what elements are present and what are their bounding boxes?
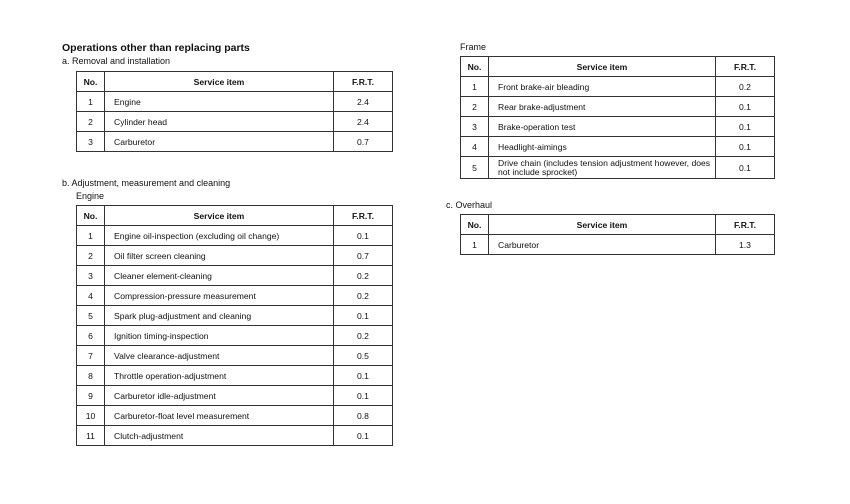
table-header-row [461,57,775,77]
col-service-item-header: Service item [489,57,716,77]
main-title: Operations other than replacing parts [62,42,250,54]
row-service-item: Carburetor [489,235,716,255]
row-service-item: Carburetor idle-adjustment [105,386,334,406]
row-frt: 2.4 [334,92,393,112]
table-row [77,286,393,306]
row-frt: 0.2 [334,326,393,346]
table-row [461,137,775,157]
col-frt-header: F.R.T. [716,215,775,235]
col-service-item-header: Service item [105,206,334,226]
col-frt-header: F.R.T. [334,72,393,92]
row-frt: 0.2 [334,286,393,306]
table-row [77,266,393,286]
row-frt: 0.1 [334,426,393,446]
row-service-item: Cleaner element-cleaning [105,266,334,286]
row-service-item: Valve clearance-adjustment [105,346,334,366]
row-frt: 1.3 [716,235,775,255]
row-no: 8 [77,366,105,386]
section-b-sublabel: Engine [76,191,105,201]
table-row [461,235,775,255]
row-service-item: Ignition timing-inspection [105,326,334,346]
row-frt: 0.1 [334,366,393,386]
row-frt: 2.4 [334,112,393,132]
table-row [77,246,393,266]
table-row [461,157,775,179]
row-service-item: Throttle operation-adjustment [105,366,334,386]
row-frt: 0.1 [334,386,393,406]
row-service-item: Clutch-adjustment [105,426,334,446]
table-header-row [77,72,393,92]
row-service-item: Cylinder head [105,112,334,132]
table-row [461,77,775,97]
table-row [77,346,393,366]
section-c-label: c. Overhaul [446,200,493,210]
table-row [461,117,775,137]
row-no: 4 [77,286,105,306]
row-service-item: Spark plug-adjustment and cleaning [105,306,334,326]
row-no: 1 [461,77,489,97]
row-no: 3 [77,266,105,286]
col-frt-header: F.R.T. [716,57,775,77]
row-service-item: Engine [105,92,334,112]
row-no: 2 [77,112,105,132]
row-no: 6 [77,326,105,346]
frame-label: Frame [460,42,487,52]
row-frt: 0.7 [334,132,393,152]
row-service-item: Headlight-aimings [489,137,716,157]
adjustment-table [76,205,393,446]
row-no: 3 [77,132,105,152]
overhaul-table [460,214,775,255]
col-service-item-header: Service item [489,215,716,235]
row-service-item: Carburetor-float level measurement [105,406,334,426]
row-no: 7 [77,346,105,366]
col-service-item-header: Service item [105,72,334,92]
row-frt: 0.7 [334,246,393,266]
row-frt: 0.5 [334,346,393,366]
row-no: 10 [77,406,105,426]
row-frt: 0.1 [716,137,775,157]
row-no: 1 [77,226,105,246]
row-no: 3 [461,117,489,137]
row-service-item: Oil filter screen cleaning [105,246,334,266]
row-frt: 0.1 [716,97,775,117]
row-no: 5 [77,306,105,326]
frame-table [460,56,775,179]
row-no: 1 [461,235,489,255]
col-no-header: No. [77,72,105,92]
table-row [461,97,775,117]
row-no: 11 [77,426,105,446]
table-row [77,92,393,112]
row-no: 4 [461,137,489,157]
col-no-header: No. [77,206,105,226]
row-no: 5 [461,157,489,179]
table-row [77,426,393,446]
row-frt: 0.2 [334,266,393,286]
table-row [77,406,393,426]
row-no: 2 [77,246,105,266]
table-row [77,226,393,246]
row-service-item: Front brake-air bleading [489,77,716,97]
row-service-item: Compression-pressure measurement [105,286,334,306]
col-frt-header: F.R.T. [334,206,393,226]
table-row [77,366,393,386]
table-row [77,386,393,406]
row-service-item: Drive chain (includes tension adjustment however, does not include sprocket) [489,157,716,179]
row-frt: 0.1 [334,226,393,246]
row-frt: 0.1 [334,306,393,326]
table-header-row [461,215,775,235]
row-service-item: Brake-operation test [489,117,716,137]
col-no-header: No. [461,57,489,77]
row-no: 2 [461,97,489,117]
table-row [77,132,393,152]
table-row [77,112,393,132]
col-no-header: No. [461,215,489,235]
section-b-label: b. Adjustment, measurement and cleaning [62,178,231,188]
row-service-item: Carburetor [105,132,334,152]
row-no: 9 [77,386,105,406]
section-a-label: a. Removal and installation [62,56,171,66]
table-row [77,326,393,346]
row-frt: 0.8 [334,406,393,426]
table-header-row [77,206,393,226]
row-frt: 0.1 [716,157,775,179]
table-row [77,306,393,326]
row-service-item: Rear brake-adjustment [489,97,716,117]
row-frt: 0.2 [716,77,775,97]
row-no: 1 [77,92,105,112]
row-service-item: Engine oil-inspection (excluding oil change) [105,226,334,246]
row-frt: 0.1 [716,117,775,137]
removal-installation-table [76,71,393,152]
